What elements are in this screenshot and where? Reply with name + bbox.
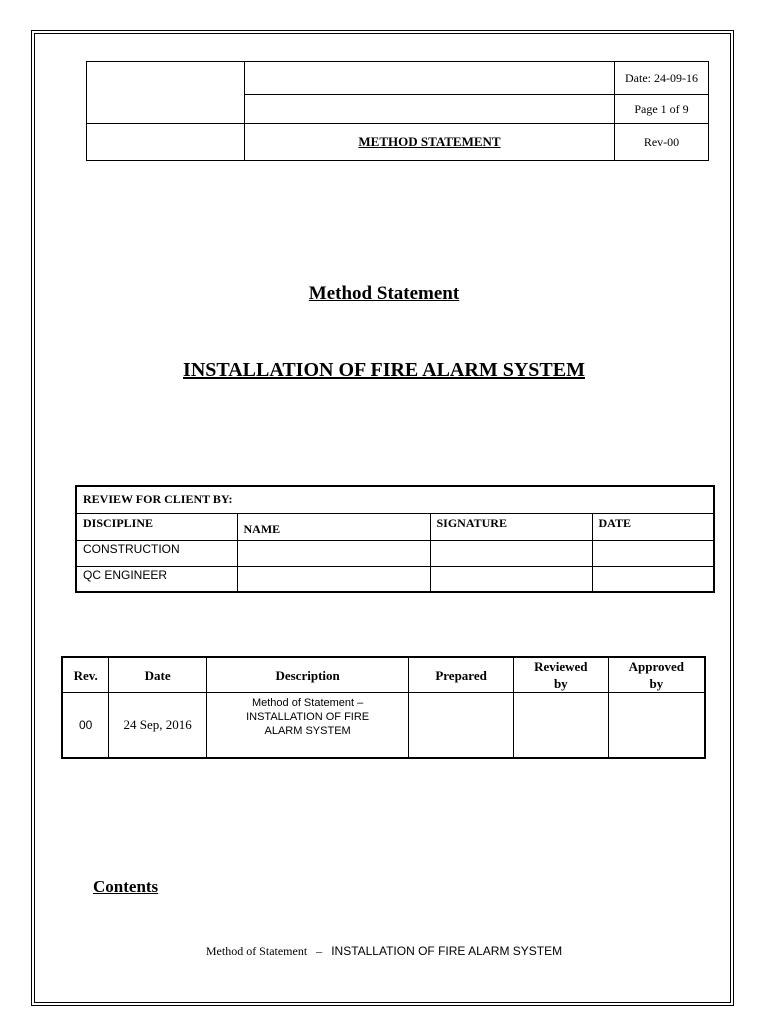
col-date: DATE <box>592 513 714 540</box>
col-discipline: DISCIPLINE <box>76 513 237 540</box>
table-row <box>76 566 714 592</box>
col-date: Date <box>109 657 207 693</box>
revision-history-table <box>61 656 706 759</box>
col-signature: SIGNATURE <box>430 513 592 540</box>
client-review-heading: REVIEW FOR CLIENT BY: <box>76 486 714 513</box>
col-name: NAME <box>237 513 430 540</box>
signature-cell <box>430 566 592 592</box>
col-description: Description <box>206 657 408 693</box>
document-title: Method Statement <box>308 283 460 304</box>
prepared-cell <box>409 693 514 759</box>
signature-cell <box>430 540 592 566</box>
discipline-cell: QC ENGINEER <box>76 566 237 592</box>
date-cell: 24 Sep, 2016 <box>109 693 207 759</box>
table-row <box>62 693 705 759</box>
header-blank-cell <box>245 62 615 95</box>
col-reviewed-by: Reviewed by <box>513 657 608 693</box>
discipline-cell: CONSTRUCTION <box>76 540 237 566</box>
logo-cell <box>87 62 245 124</box>
name-cell <box>237 566 430 592</box>
page-number-cell: Page 1 of 9 <box>615 95 709 124</box>
document-subject: INSTALLATION OF FIRE ALARM SYSTEM <box>183 359 585 381</box>
footer-left-text: Method of Statement – <box>205 944 332 958</box>
reviewed-by-cell <box>513 693 608 759</box>
contents-heading: Contents <box>93 877 159 896</box>
description-line: ALARM SYSTEM <box>264 725 351 737</box>
doc-type-title: METHOD STATEMENT <box>245 124 615 161</box>
header-blank-cell-2 <box>245 95 615 124</box>
date-cell: Date: 24-09-16 <box>615 62 709 95</box>
col-approved-by: Approved by <box>608 657 705 693</box>
date-cell <box>592 566 714 592</box>
date-cell <box>592 540 714 566</box>
rev-cell: 00 <box>62 693 109 759</box>
header-blank-cell-3 <box>87 124 245 161</box>
col-rev: Rev. <box>62 657 109 693</box>
description-line: Method of Statement – <box>251 697 364 709</box>
page-footer <box>0 944 768 959</box>
client-review-table <box>75 485 715 593</box>
footer-right-text: INSTALLATION OF FIRE ALARM SYSTEM <box>331 944 563 958</box>
document-header-block <box>86 61 709 161</box>
approved-by-cell <box>608 693 705 759</box>
description-line: INSTALLATION OF FIRE <box>246 711 370 723</box>
name-cell <box>237 540 430 566</box>
table-row <box>76 540 714 566</box>
description-cell <box>206 693 408 759</box>
revision-cell: Rev-00 <box>615 124 709 161</box>
col-prepared: Prepared <box>409 657 514 693</box>
